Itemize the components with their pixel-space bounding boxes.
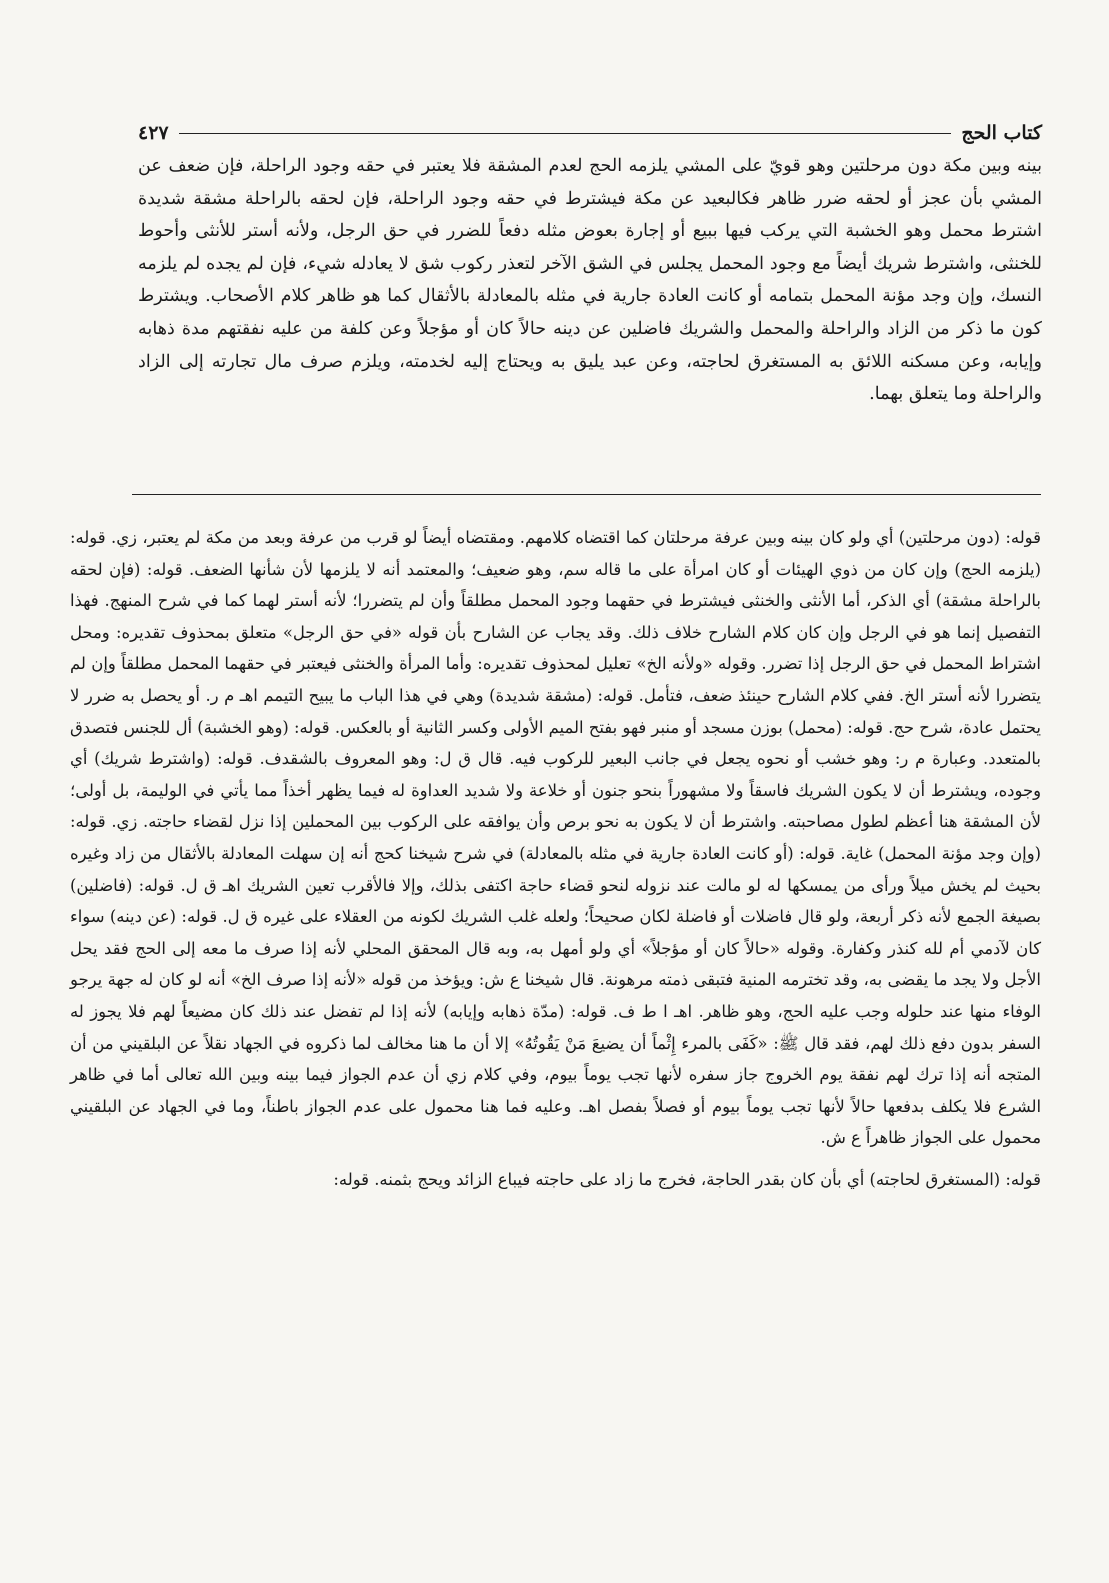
commentary-last-paragraph: قوله: (المستغرق لحاجته) أي بأن كان بقدر الحاجة، فخرج ما زاد على حاجته فيباع الزائد ويحج بثمنه. قوله: [333,1169,1041,1189]
page-header [138,118,1042,148]
main-text-block [138,150,1042,411]
commentary-paragraph: قوله: (دون مرحلتين) أي ولو كان بينه وبين عرفة مرحلتان كما اقتضاه كلامهم. ومقتضاه أيضاً لو قرب من عرفة وبعد من مكة لم يعتبر، زي. قوله: (يلزمه الحج) وإن كان من ذوي الهيئات أو كان امرأة على ما قاله سم، وهو ضعيف؛ والمعتمد أنه لا يلزمها لأن شأنها الضعف. قوله: (فإن لحقه بالراحلة مشقة) أي الذكر، أما الأنثى والخنثى فيشترط في حقهما وجود المحمل مطلقاً وأن لم يتضررا؛ لأنه أستر لهما كما في شرح المنهج. فهذا التفصيل إنما هو في الرجل وإن كان كلام الشارح خلاف ذلك. وقد يجاب عن الشارح بأن قوله «في حق الرجل» متعلق بمحذوف تقديره: ومحل اشتراط المحمل في حق الرجل إذا تضرر. وقوله «ولأنه الخ» تعليل لمحذوف تقديره: وأما المرأة والخنثى فيعتبر في حقهما المحمل مطلقاً وإن لم يتضررا لأنه أستر الخ. ففي كلام الشارح حينئذ ضعف، فتأمل. قوله: (مشقة شديدة) وهي في هذا الباب ما يبيح التيمم اهـ م ر. أو يحصل به ضرر لا يحتمل عادة، شرح حج. قوله: (محمل) بوزن مسجد أو منبر فهو بفتح الميم الأولى وكسر الثانية أو بالعكس. قوله: (وهو الخشبة) أل للجنس فتصدق بالمتعدد. وعبارة م ر: وهو خشب أو نحوه يجعل في جانب البعير للركوب فيه. قال ق ل: وهو المعروف بالشقدف. قوله: (واشترط شريك) أي وجوده، ويشترط أن لا يكون الشريك فاسقاً ولا مشهوراً بنحو جنون أو خلاعة ولا شديد العداوة له فيما يظهر أخذاً مما يأتي في الوليمة، بل أولى؛ لأن المشقة هنا أعظم لطول مصاحبته. واشترط أن لا يكون به نحو برص وأن يوافقه على الركوب بين المحملين إذا نزل لقضاء حاجته. زي. قوله: (وإن وجد مؤنة المحمل) غاية. قوله: (أو كانت العادة جارية في مثله بالمعادلة) في شرح شيخنا كحج أنه إن سهلت المعادلة بالأثقال من زاد وغيره بحيث لم يخش ميلاً ورأى من يمسكها له لو مالت عند نزوله لنحو قضاء حاجة اكتفى بذلك، وإلا فالأقرب تعين الشريك اهـ ق ل. قوله: (فاضلين) بصيغة الجمع لأنه ذكر أربعة، ولو قال فاضلات أو فاضلة لكان صحيحاً؛ ولعله غلب الشريك لكونه من العقلاء على غيره ق ل. قوله: (عن دينه) سواء كان لآدمي أم لله كنذر وكفارة. وقوله «حالاً كان أو مؤجلاً» أي ولو أمهل به، وبه قال المحقق المحلي لأنه إذا صرف ما معه إلى الحج فقد يحل الأجل ولا يجد ما يقضى به، وقد تخترمه المنية فتبقى ذمته مرهونة. قال شيخنا ع ش: ويؤخذ من قوله «لأنه إذا صرف الخ» أنه لو كان له جهة يرجو الوفاء منها عند حلوله وجب عليه الحج، وهو ظاهر. اهـ ا ط ف. قوله: (مدّة ذهابه وإيابه) لأنه إذا لم تفضل عند ذلك كان مضيعاً لهم فلا يجوز له السفر بدون دفع ذلك لهم، فقد قال ﷺ: «كَفَى بالمرء إِثْماً أن يضيعَ مَنْ يَقُوتُهُ» إلا أن ما هنا مخالف لما ذكروه في الجهاد نقلاً عن البلقيني من أن المتجه أنه إذا ترك لهم نفقة يوم الخروج جاز سفره لأنها تجب يوماً بيوم، وفي كلام زي أن عدم الجواز فيما بينه وبين الله تعالى أما في ظاهر الشرع فلا يكلف بدفعها حالاً لأنها تجب يوماً بيوم أو فصلاً بفصل اهـ. وعليه فما هنا محمول على عدم الجواز باطناً، وما في الجهاد عن البلقيني محمول على الجواز ظاهراً ع ش. [70,528,1041,1148]
main-text-paragraph: بينه وبين مكة دون مرحلتين وهو قويّ على المشي يلزمه الحج لعدم المشقة فلا يعتبر في حقه وجود الراحلة، فإن ضعف عن المشي بأن عجز أو لحقه ضرر ظاهر فكالبعيد عن مكة فيشترط في حقه وجود الراحلة، فإن لحقه بالراحلة مشقة شديدة اشترط محمل وهو الخشبة التي يركب فيها ببيع أو إجارة بعوض مثله دفعاً للضرر في حق الرجل، ولأنه أستر للأنثى وأحوط للخنثى، واشترط شريك أيضاً مع وجود المحمل يجلس في الشق الآخر لتعذر ركوب شق لا يعادله شيء، فإن لم يجده لم يلزمه النسك، وإن وجد مؤنة المحمل بتمامه أو كانت العادة جارية في مثله بالمعادلة بالأثقال كما هو ظاهر كلام الأصحاب. ويشترط كون ما ذكر من الزاد والراحلة والمحمل والشريك فاضلين عن دينه حالاً كان أو مؤجلاً وعن كلفة من عليه نفقتهم مدة ذهابه وإيابه، وعن مسكنه اللائق به المستغرق لحاجته، وعن عبد يليق به ويحتاج إليه لخدمته، ويلزم صرف مال تجارته إلى الزاد والراحلة وما يتعلق بهما. [138,156,1042,405]
footnote-divider [132,494,1041,495]
chapter-title: كتاب الحج [961,122,1042,144]
commentary-block [70,522,1041,1195]
page-number: ٤٢٧ [138,122,169,144]
header-rule [179,133,952,134]
